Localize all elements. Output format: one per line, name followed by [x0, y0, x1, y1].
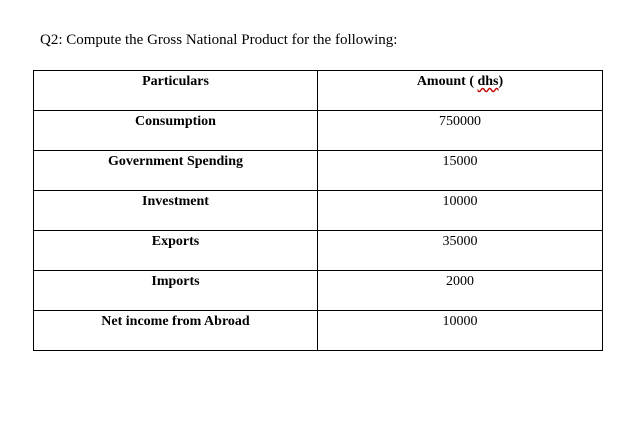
- gnp-table: [33, 70, 603, 351]
- row-item-exports: Exports: [151, 234, 200, 249]
- row-amount-cell: [318, 311, 603, 351]
- row-item-cell: [34, 231, 318, 271]
- header-amount-suffix: ): [498, 74, 504, 89]
- header-amount-label: [318, 71, 602, 91]
- row-amount-government-spending: 15000: [442, 154, 478, 169]
- header-particulars-label: Particulars: [142, 74, 209, 89]
- row-item-imports: Imports: [151, 274, 200, 289]
- row-item-cell: [34, 111, 318, 151]
- table-row: [34, 151, 603, 191]
- row-amount-net-income-abroad: 10000: [442, 314, 478, 329]
- row-item-investment: Investment: [142, 194, 209, 209]
- header-amount: [318, 71, 603, 111]
- header-amount-prefix: Amount (: [416, 74, 478, 89]
- row-item-government-spending: Government Spending: [108, 154, 243, 169]
- row-amount-cell: [318, 271, 603, 311]
- table-header-row: [34, 71, 603, 111]
- table-row: [34, 271, 603, 311]
- table-row: [34, 191, 603, 231]
- row-amount-cell: [318, 111, 603, 151]
- row-item-consumption: Consumption: [135, 114, 216, 129]
- row-item-net-income-abroad: Net income from Abroad: [101, 314, 250, 329]
- row-item-cell: [34, 271, 318, 311]
- row-amount-cell: [318, 231, 603, 271]
- row-item-cell: [34, 311, 318, 351]
- row-amount-cell: [318, 151, 603, 191]
- header-particulars: [34, 71, 318, 111]
- table-row: [34, 311, 603, 351]
- row-amount-consumption: 750000: [439, 114, 481, 129]
- row-amount-exports: 35000: [442, 234, 478, 249]
- question-heading: Q2: Compute the Gross National Product for the following:: [40, 32, 398, 48]
- row-amount-cell: [318, 191, 603, 231]
- table-row: [34, 231, 603, 271]
- header-amount-unit: dhs: [477, 74, 499, 89]
- row-item-cell: [34, 191, 318, 231]
- table-row: [34, 111, 603, 151]
- row-item-cell: [34, 151, 318, 191]
- row-amount-investment: 10000: [442, 194, 478, 209]
- row-amount-imports: 2000: [446, 274, 474, 289]
